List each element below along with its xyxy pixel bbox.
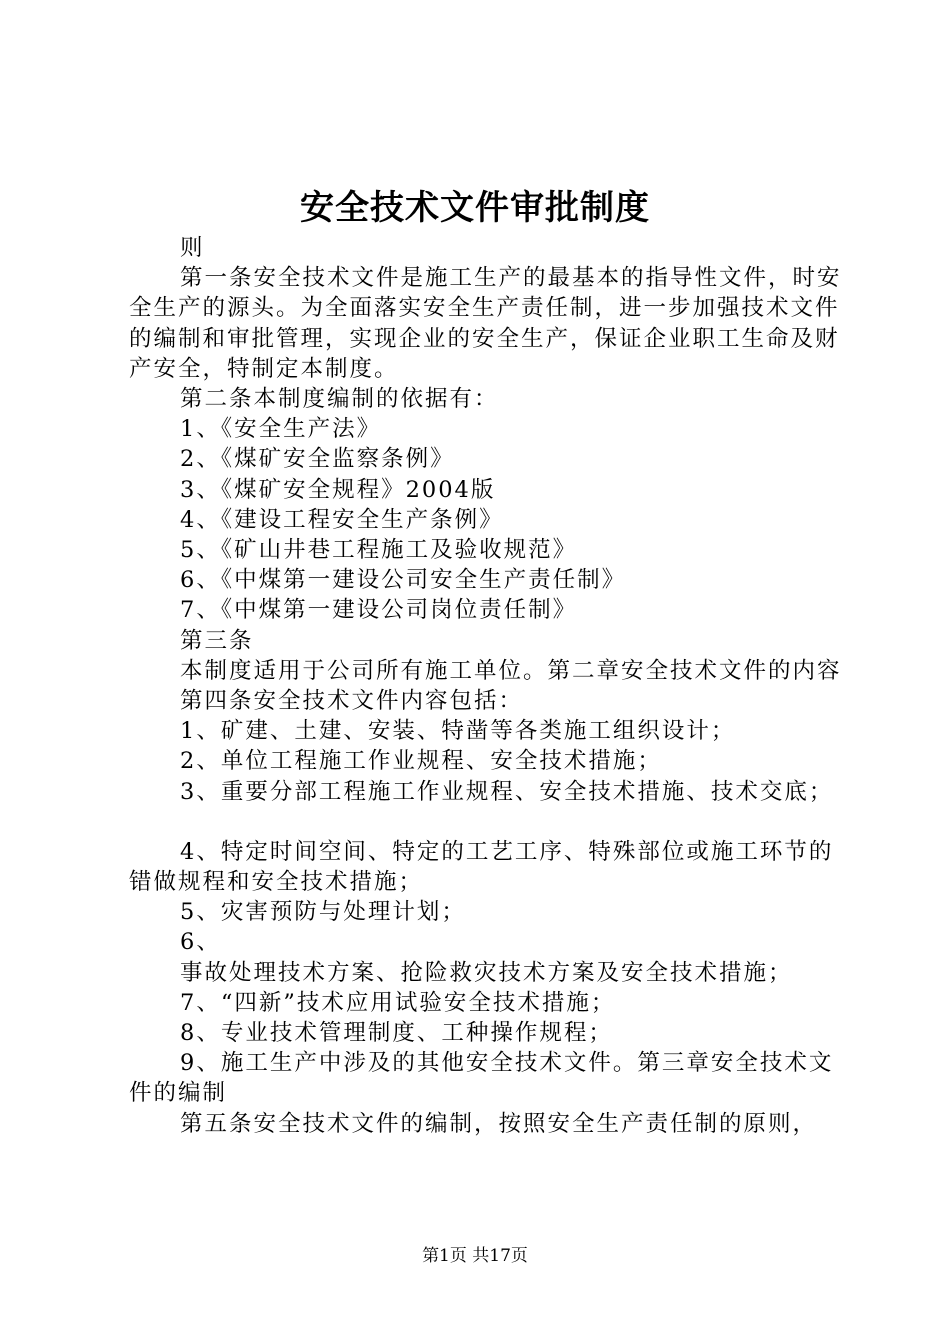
list-item: 5、《矿山井巷工程施工及验收规范》 bbox=[180, 537, 578, 564]
paragraph: 本制度适用于公司所有施工单位。第二章安全技术文件的内容 bbox=[180, 657, 842, 684]
paragraph: 第二条本制度编制的依据有： bbox=[180, 386, 499, 413]
list-item: 6、《中煤第一建设公司安全生产责任制》 bbox=[180, 567, 627, 594]
list-item: 2、《煤矿安全监察条例》 bbox=[180, 446, 455, 473]
list-item: 4、《建设工程安全生产条例》 bbox=[180, 506, 504, 533]
list-item: 5、灾害预防与处理计划； bbox=[180, 899, 466, 926]
paragraph: 第四条安全技术文件内容包括： bbox=[180, 688, 524, 715]
list-item: 1、《安全生产法》 bbox=[180, 416, 382, 443]
list-item: 1、矿建、土建、安装、特凿等各类施工组织设计； bbox=[180, 718, 736, 745]
paragraph: 第五条安全技术文件的编制，按照安全生产责任制的原则， bbox=[180, 1110, 818, 1137]
list-item: 9、施工生产中涉及的其他安全技术文件。第三章安全技术文件的编制 bbox=[129, 1050, 834, 1107]
paragraph: 事故处理技术方案、抢险救灾技术方案及安全技术措施； bbox=[180, 959, 793, 986]
document-title: 安全技术文件审批制度 bbox=[300, 188, 650, 228]
list-item: 3、《煤矿安全规程》2004版 bbox=[180, 476, 496, 503]
list-item: 7、《中煤第一建设公司岗位责任制》 bbox=[180, 597, 578, 624]
document-body bbox=[129, 233, 849, 1139]
paragraph: 第三条 bbox=[180, 627, 254, 654]
list-item: 8、专业技术管理制度、工种操作规程； bbox=[180, 1020, 613, 1047]
list-item: 3、重要分部工程施工作业规程、安全技术措施、技术交底； bbox=[180, 778, 834, 805]
list-item: 4、特定时间空间、特定的工艺工序、特殊部位或施工环节的错做规程和安全技术措施； bbox=[129, 838, 834, 896]
page-number: 第1页 共17页 bbox=[422, 1246, 528, 1266]
list-item: 2、单位工程施工作业规程、安全技术措施； bbox=[180, 748, 662, 775]
paragraph: 则 bbox=[180, 235, 205, 261]
paragraph: 第一条安全技术文件是施工生产的最基本的指导性文件，时安全生产的源头。为全面落实安全生产责任制，进一步加强技术文件的编制和审批管理，实现企业的安全生产，保证企业职工生命及财产安全，特制定本制度。 bbox=[129, 265, 842, 382]
list-item: 7、“四新”技术应用试验安全技术措施； bbox=[180, 989, 616, 1016]
blank-line bbox=[129, 807, 849, 837]
list-item: 6、 bbox=[180, 929, 221, 956]
